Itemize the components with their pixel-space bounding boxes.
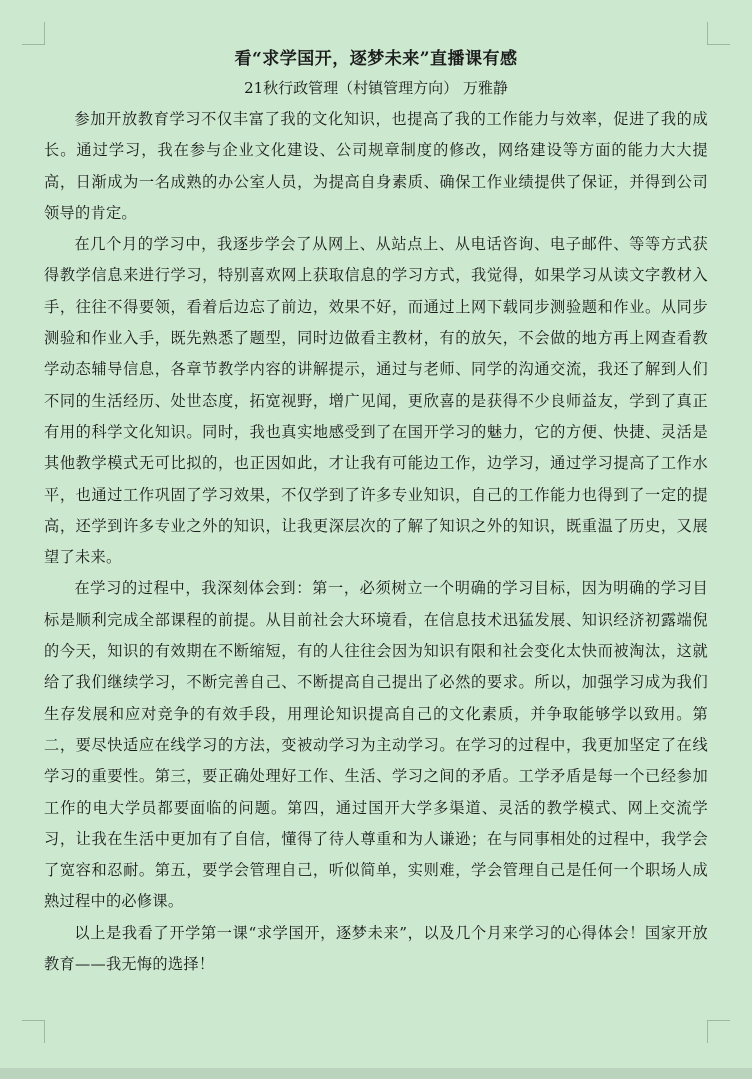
paragraph-2[interactable]: 在几个月的学习中，我逐步学会了从网上、从站点上、从电话咨询、电子邮件、等等方式获得教学信息来进行学习，特别喜欢网上获取信息的学习方式，我觉得，如果学习从读文字教材入手，往往不得要领，看着后边忘了前边，效果不好，而通过上网下载同步测验题和作业。从同步测验和作业入手，既先熟悉了题型，同时边做看主教材，有的放矢，不会做的地方再上网查看教学动态辅导信息，各章节教学内容的讲解提示，通过与老师、同学的沟通交流，我还了解到人们不同的生活经历、处世态度，拓宽视野，增广见闻，更欣喜的是获得不少良师益友，学到了真正有用的科学文化知识。同时，我也真实地感受到了在国开学习的魅力，它的方便、快捷、灵活是其他教学模式无可比拟的，也正因如此，才让我有可能边工作，边学习，通过学习提高了工作水平，也通过工作巩固了学习效果，不仅学到了许多专业知识，自己的工作能力也得到了一定的提高，还学到许多专业之外的知识，让我更深层次的了解了知识之外的知识，既重温了历史，又展望了未来。 (44, 235, 708, 567)
corner-mark-bottom-left (22, 1020, 45, 1043)
document-title[interactable]: 看“求学国开，逐梦未来”直播课有感 (234, 49, 518, 69)
paragraph-4[interactable]: 以上是我看了开学第一课“求学国开，逐梦未来”，以及几个月来学习的心得体会！国家开放教育——我无悔的选择！ (44, 923, 708, 974)
paragraph-3[interactable]: 在学习的过程中，我深刻体会到：第一，必须树立一个明确的学习目标，因为明确的学习目标是顺利完成全部课程的前提。从目前社会大环境看，在信息技术迅猛发展、知识经济初露端倪的今天，知识的有效期在不断缩短，有的人往往会因为知识有限和社会变化太快而被淘汰，这就给了我们继续学习，不断完善自己、不断提高自己提出了必然的要求。所以，加强学习成为我们生存发展和应对竞争的有效手段，用理论知识提高自己的文化素质，并争取能够学以致用。第二，要尽快适应在线学习的方法，变被动学习为主动学习。在学习的过程中，我更加坚定了在线学习的重要性。第三，要正确处理好工作、生活、学习之间的矛盾。工学矛盾是每一个已经参加工作的电大学员都要面临的问题。第四，通过国开大学多渠道、灵活的教学模式、网上交流学习，让我在生活中更加有了自信，懂得了待人尊重和为人谦逊；在与同事相处的过程中，我学会了宽容和忍耐。第五，要学会管理自己，听似简单，实则难，学会管理自己是任何一个职场人成熟过程中的必修课。 (44, 579, 708, 911)
document-author-line[interactable]: 21秋行政管理（村镇管理方向） 万雅静 (244, 79, 508, 97)
corner-mark-top-left (22, 22, 45, 45)
corner-mark-bottom-right (707, 1020, 730, 1043)
paragraph-1[interactable]: 参加开放教育学习不仅丰富了我的文化知识，也提高了我的工作能力与效率，促进了我的成长。通过学习，我在参与企业文化建设、公司规章制度的修改，网络建设等方面的能力大大提高，日渐成为一名成熟的办公室人员，为提高自身素质、确保工作业绩提供了保证，并得到公司领导的肯定。 (44, 110, 708, 222)
document-body[interactable] (44, 44, 708, 980)
corner-mark-top-right (707, 22, 730, 45)
page-bottom-edge (0, 1068, 752, 1079)
